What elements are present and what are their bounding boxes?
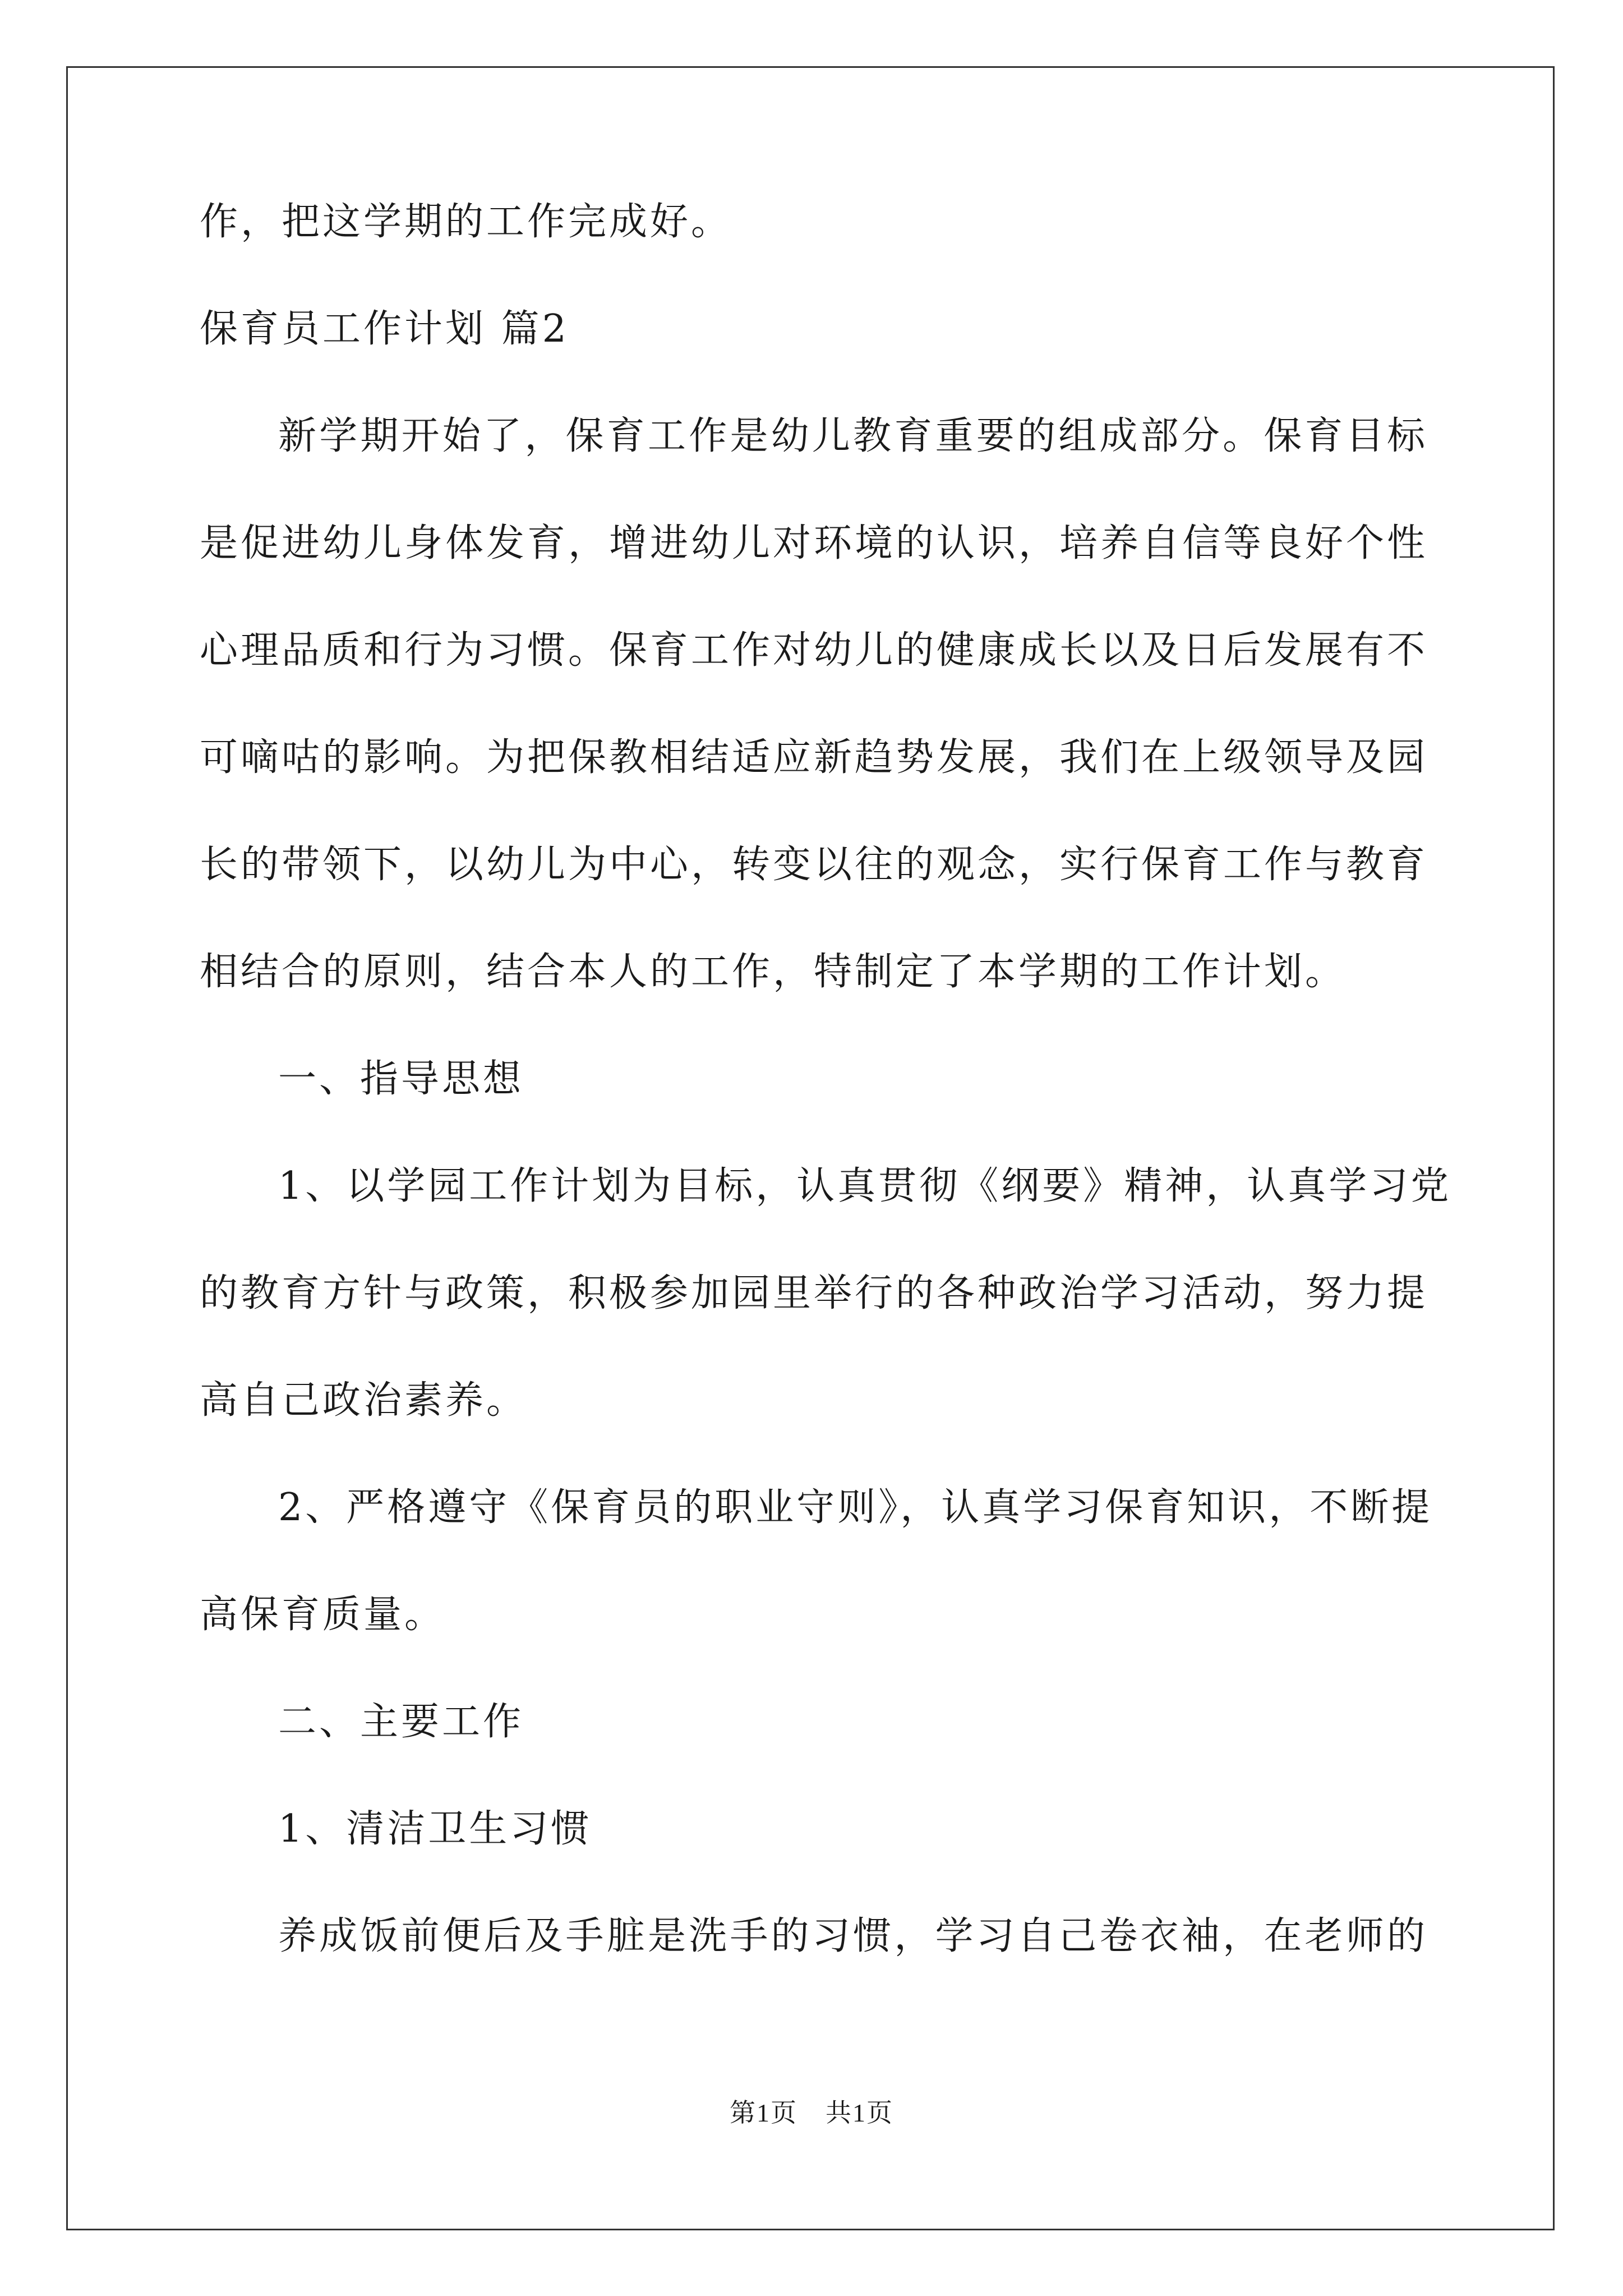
text-line: 可嘀咕的影响。为把保教相结适应新趋势发展，我们在上级领导及园 — [200, 735, 1428, 780]
section-title: 保育员工作计划 篇2 — [200, 307, 569, 351]
text-line: 1、以学园工作计划为目标，认真贯彻《纲要》精神，认真学习党 — [278, 1164, 1452, 1208]
text-line: 心理品质和行为习惯。保育工作对幼儿的健康成长以及日后发展有不 — [200, 628, 1428, 673]
text-line: 新学期开始了，保育工作是幼儿教育重要的组成部分。保育目标 — [278, 414, 1428, 458]
text-line: 高自己政治素养。 — [200, 1378, 528, 1423]
document-body — [200, 168, 1452, 1990]
text-line: 的教育方针与政策，积极参加园里举行的各种政治学习活动，努力提 — [200, 1271, 1428, 1315]
text-line: 相结合的原则，结合本人的工作，特制定了本学期的工作计划。 — [200, 950, 1347, 994]
page-footer — [0, 2092, 1623, 2129]
text-line: 养成饭前便后及手脏是洗手的习惯，学习自己卷衣袖，在老师的 — [278, 1914, 1428, 1958]
page-number-current: 第1页 — [730, 2099, 797, 2127]
page-number-total: 共1页 — [826, 2099, 893, 2127]
text-line: 高保育质量。 — [200, 1593, 446, 1637]
heading-guiding-ideology: 一、指导思想 — [278, 1057, 524, 1101]
subheading-hygiene-habits: 1、清洁卫生习惯 — [278, 1807, 592, 1851]
text-line: 2、严格遵守《保育员的职业守则》，认真学习保育知识，不断提 — [278, 1485, 1433, 1530]
text-line: 是促进幼儿身体发育，增进幼儿对环境的认识，培养自信等良好个性 — [200, 521, 1428, 565]
heading-main-work: 二、主要工作 — [278, 1700, 524, 1744]
text-line: 长的带领下，以幼儿为中心，转变以往的观念，实行保育工作与教育 — [200, 843, 1428, 887]
text-line: 作，把这学期的工作完成好。 — [200, 200, 732, 244]
